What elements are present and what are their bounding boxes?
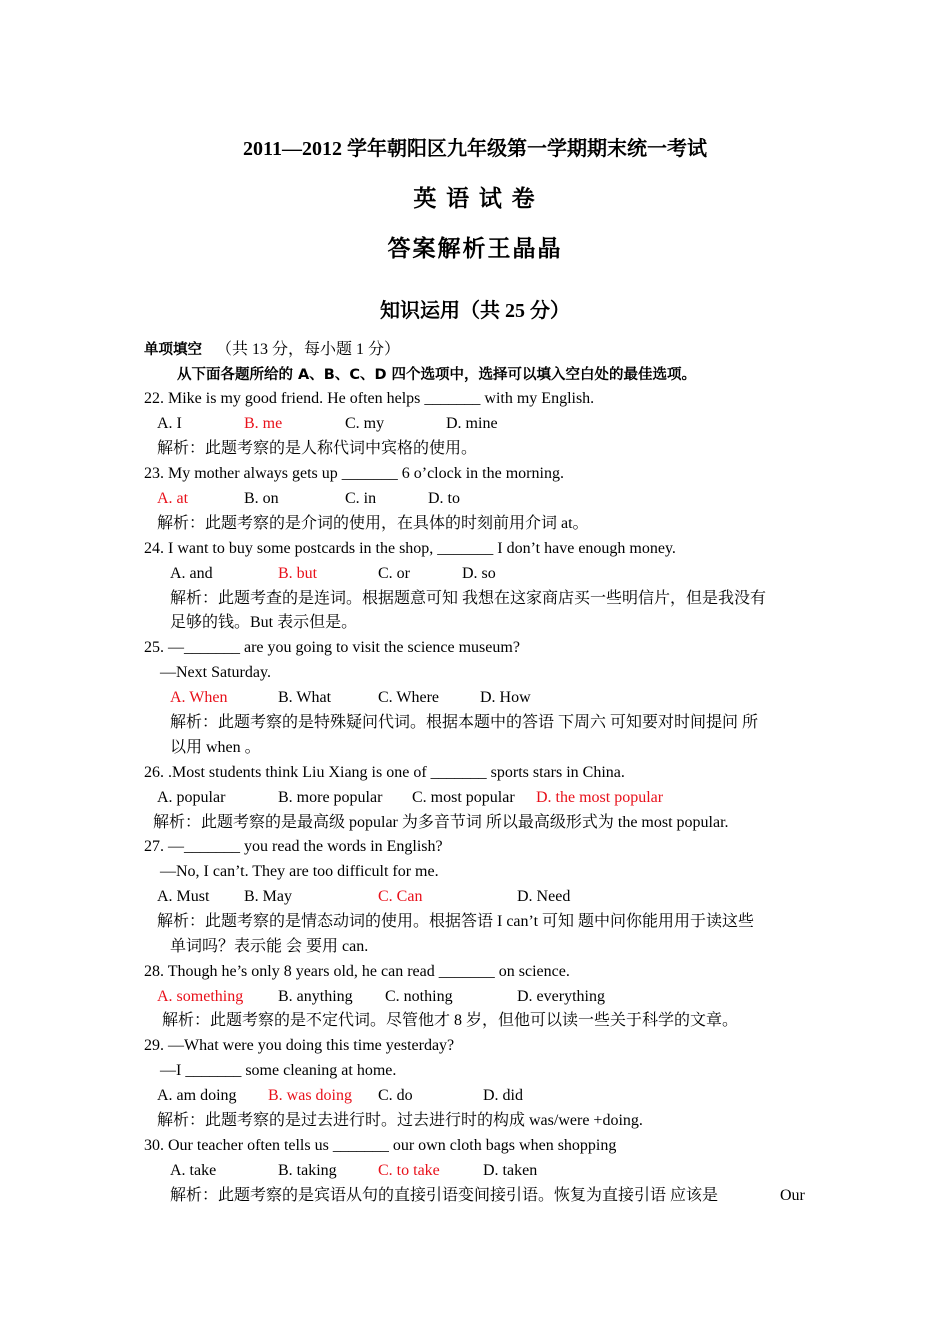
option-a: A. and [170,565,213,582]
option-d: D. How [480,689,531,706]
option-c: C. in [345,490,377,507]
explanation-line: 以用 when 。 [170,739,261,756]
option-c: C. Can [378,888,423,905]
section-label: 单项填空 [144,342,202,358]
question-stem: 27. —_______ you read the words in English? [144,838,443,855]
option-b: B. anything [278,988,353,1005]
option-c: C. Where [378,689,440,706]
question-stem: 29. —What were you doing this time yesterday? [144,1037,455,1054]
question-stem: 28. Though he’s only 8 years old, he can read _______ on science. [144,963,570,980]
option-a: A. at [157,490,189,507]
option-b: B. was doing [268,1087,352,1104]
explanation-line: 足够的钱。But 表示但是。 [170,614,358,631]
option-a: A. When [170,689,228,706]
question-reply: —Next Saturday. [160,664,271,681]
option-d: D. so [462,565,496,582]
explanation-line: 解析：此题考察的是介词的使用，在具体的时刻前用介词 at。 [157,515,589,532]
exam-title: 2011—2012 学年朝阳区九年级第一学期期末统一考试 [243,138,707,160]
option-d: D. to [428,490,460,507]
option-b: B. May [244,888,292,905]
option-c: C. my [345,415,385,432]
explanation-line: 解析：此题考察的是特殊疑问代词。根据本题中的答语 下周六 可知要对时间提问 所 [170,714,759,731]
explanation-line: 解析：此题考察的是过去进行时。过去进行时的构成 was/were +doing. [157,1112,643,1129]
explanation-line: 解析：此题考察的是情态动词的使用。根据答语 I can’t 可知 题中问你能用用于读这些 [157,913,755,930]
question-reply: —No, I can’t. They are too difficult for me. [160,863,439,880]
option-b: B. but [278,565,318,582]
explanation-line: 单词吗？表示能 会 要用 can. [170,938,369,955]
question-stem: 30. Our teacher often tells us _______ our own cloth bags when shopping [144,1137,617,1154]
option-c: C. to take [378,1162,440,1179]
option-a: A. I [157,415,182,432]
option-b: B. more popular [278,789,383,806]
option-d: D. taken [483,1162,538,1179]
question-stem: 25. —_______ are you going to visit the science museum? [144,639,520,656]
explanation-line: Our [780,1187,805,1204]
part-title: 知识运用（共 25 分） [380,300,570,322]
explanation-line: 解析：此题考察的是不定代词。尽管他才 8 岁，但他可以读一些关于科学的文章。 [162,1012,739,1029]
author-line: 答案解析王晶晶 [387,236,563,261]
option-a: A. am doing [157,1087,237,1104]
question-reply: —I _______ some cleaning at home. [160,1062,397,1079]
question-stem: 22. Mike is my good friend. He often helps _______ with my English. [144,390,595,407]
explanation-line: 解析：此题考察的是最高级 popular 为多音节词 所以最高级形式为 the most popular. [153,814,729,831]
option-c: C. most popular [412,789,515,806]
option-d: D. mine [446,415,498,432]
option-d: D. Need [517,888,571,905]
question-stem: 26. .Most students think Liu Xiang is one of _______ sports stars in China. [144,764,625,781]
question-stem: 24. I want to buy some postcards in the shop, _______ I don’t have enough money. [144,540,676,557]
option-a: A. something [157,988,244,1005]
option-c: C. or [378,565,410,582]
option-d: D. everything [517,988,605,1005]
option-a: A. popular [157,789,226,806]
section-instruction: 从下面各题所给的 A、B、C、D 四个选项中，选择可以填入空白处的最佳选项。 [177,367,697,383]
option-a: A. Must [157,888,210,905]
option-d: D. did [483,1087,523,1104]
section-score: （共 13 分，每小题 1 分） [216,341,401,358]
section-header [144,339,400,361]
explanation-line: 解析：此题考察的是宾语从句的直接引语变间接引语。恢复为直接引语 应该是 [170,1187,719,1204]
explanation-line: 解析：此题考查的是连词。根据题意可知 我想在这家商店买一些明信片，但是我没有 [170,590,767,607]
subject-title: 英 语 试 卷 [413,186,537,211]
option-b: B. What [278,689,332,706]
option-b: B. taking [278,1162,337,1179]
question-stem: 23. My mother always gets up _______ 6 o’clock in the morning. [144,465,564,482]
option-b: B. on [244,490,279,507]
option-b: B. me [244,415,283,432]
explanation-line: 解析：此题考察的是人称代词中宾格的使用。 [157,440,478,457]
option-d: D. the most popular [536,789,664,806]
option-c: C. do [378,1087,413,1104]
option-c: C. nothing [385,988,453,1005]
option-a: A. take [170,1162,217,1179]
